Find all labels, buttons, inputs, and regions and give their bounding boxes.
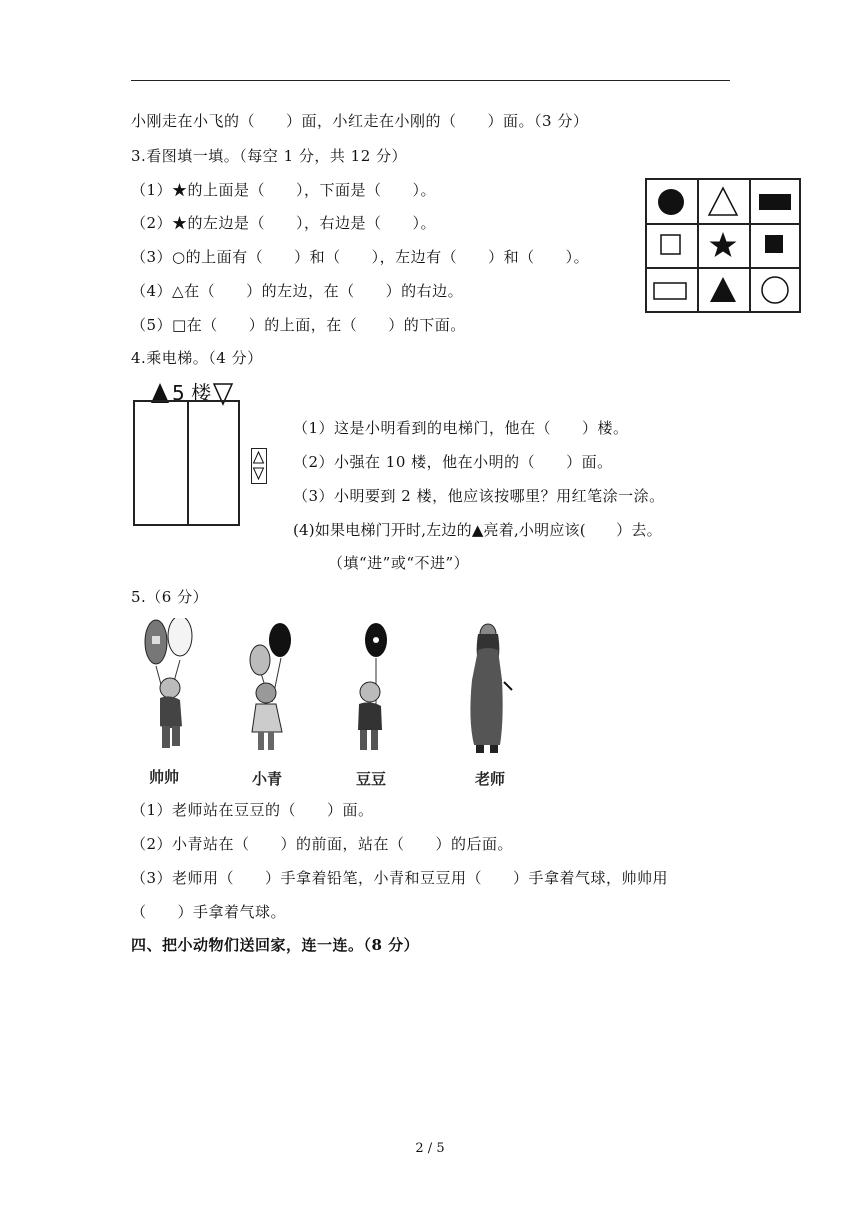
figure-doudou bbox=[350, 622, 400, 758]
floor-label: 5 楼 bbox=[172, 381, 212, 405]
balloon-icon bbox=[168, 618, 192, 656]
q3-item-4: （4）△在（ ）的左边，在（ ）的右边。 bbox=[131, 282, 464, 300]
q2-continuation: 小刚走在小飞的（ ）面，小红走在小刚的（ ）面。（3 分） bbox=[131, 112, 589, 130]
white-square-icon bbox=[661, 235, 680, 254]
black-square-icon bbox=[765, 235, 783, 253]
black-triangle-icon bbox=[710, 277, 736, 302]
figure-label-doudou: 豆豆 bbox=[356, 770, 387, 788]
balloon-icon bbox=[269, 623, 291, 657]
black-circle-icon bbox=[658, 189, 684, 215]
white-circle-icon bbox=[762, 277, 788, 303]
q4-title: 4.乘电梯。（4 分） bbox=[131, 349, 263, 367]
q4-item-1: （1）这是小明看到的电梯门，他在（ ）楼。 bbox=[293, 419, 629, 437]
header-rule bbox=[131, 80, 730, 81]
q4-item-4-hint: （填“进”或“不进”） bbox=[328, 554, 470, 572]
figure-xiaoqing bbox=[248, 620, 298, 756]
q5-item-3-cont: （ ）手拿着气球。 bbox=[131, 903, 287, 921]
q3-item-1: （1）★的上面是（ ），下面是（ ）。 bbox=[131, 181, 437, 199]
white-rectangle-icon bbox=[654, 283, 686, 299]
down-button-icon bbox=[254, 468, 264, 479]
q5-item-2: （2）小青站在（ ）的前面，站在（ ）的后面。 bbox=[131, 835, 514, 853]
figure-teacher bbox=[460, 620, 520, 756]
black-star-icon bbox=[710, 232, 737, 257]
figure-label-shuaishuai: 帅帅 bbox=[149, 768, 180, 786]
q4-item-3: （3）小明要到 2 楼，他应该按哪里？用红笔涂一涂。 bbox=[293, 487, 665, 505]
q5-item-3: （3）老师用（ ）手拿着铅笔，小青和豆豆用（ ）手拿着气球，帅帅用 bbox=[131, 869, 669, 887]
q3-title: 3.看图填一填。（每空 1 分，共 12 分） bbox=[131, 147, 408, 165]
figure-label-teacher: 老师 bbox=[475, 770, 506, 788]
balloon-icon bbox=[250, 645, 270, 675]
grid-shapes bbox=[647, 180, 799, 311]
q4-item-2: （2）小强在 10 楼，他在小明的（ ）面。 bbox=[293, 453, 613, 471]
page-number: 2 / 5 bbox=[415, 1141, 445, 1156]
q3-item-2: （2）★的左边是（ ），右边是（ ）。 bbox=[131, 214, 437, 232]
figure-label-xiaoqing: 小青 bbox=[252, 770, 283, 788]
section-4-heading: 四、把小动物们送回家，连一连。（8 分） bbox=[131, 936, 420, 954]
white-triangle-icon bbox=[709, 188, 737, 215]
q3-item-5: （5）□在（ ）的上面，在（ ）的下面。 bbox=[131, 316, 466, 334]
q4-item-4: (4)如果电梯门开时,左边的▲亮着,小明应该( ）去。 bbox=[293, 521, 662, 539]
shape-grid bbox=[645, 178, 801, 313]
up-button-icon bbox=[254, 452, 264, 463]
q5-item-1: （1）老师站在豆豆的（ ）面。 bbox=[131, 801, 374, 819]
q5-title: 5.（6 分） bbox=[131, 588, 209, 606]
elevator-call-buttons[interactable] bbox=[251, 448, 267, 484]
black-rectangle-icon bbox=[759, 194, 791, 210]
q3-item-3: （3）○的上面有（ ）和（ ），左边有（ ）和（ ）。 bbox=[131, 248, 590, 266]
figure-shuaishuai bbox=[140, 618, 200, 758]
elevator-door bbox=[133, 400, 240, 526]
